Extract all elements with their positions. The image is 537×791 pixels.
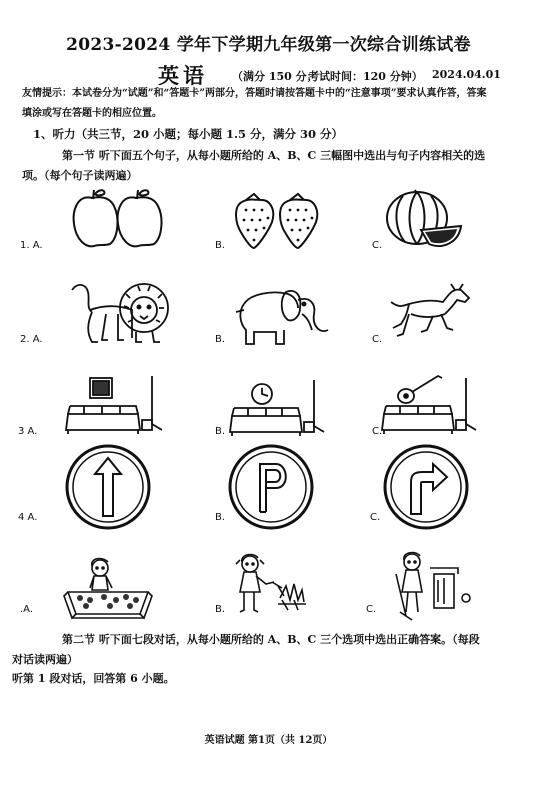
time-info: 考试时间：120 分钟） [308, 70, 423, 83]
q2-label-a: 2. A. [20, 334, 43, 345]
q1-label-c: C. [372, 240, 383, 251]
q1-label-a: 1. A. [20, 240, 43, 251]
girl-sweeping-picture [382, 550, 472, 622]
straight-arrow-sign-picture [65, 444, 151, 530]
q2-label-b: B. [215, 334, 226, 345]
sofa-with-clock-picture [228, 380, 328, 440]
q5-label-c: C. [366, 604, 377, 615]
strawberries-picture [232, 190, 322, 252]
apples-picture [70, 188, 160, 250]
lion-picture [66, 280, 176, 348]
part1-instruction-1: 第一节 听下面五个句子，从每小题所给的 A、B、C 三幅图中选出与句子内容相关的选 [62, 149, 486, 162]
part2-instruction-1: 第二节 听下面七段对话，从每小题所给的 A、B、C 三个选项中选出正确答案。（每段 [62, 633, 480, 646]
q3-label-c: C. [372, 426, 383, 437]
q2-label-c: C. [372, 334, 383, 345]
elephant-picture [232, 284, 332, 348]
page-footer: 英语试题 第1页（共 12页） [204, 735, 333, 746]
exam-date: 2024.04.01 [432, 68, 501, 81]
sofa-with-painting-picture [64, 374, 164, 438]
watermelon-picture [385, 190, 465, 252]
q5-label-a: .A. [20, 604, 34, 615]
part2-instruction-2: 对话读两遍） [12, 653, 78, 666]
q1-label-b: B. [215, 240, 226, 251]
right-turn-sign-picture [383, 444, 469, 530]
section-heading: 1、听力（共三节，20 小题；每小题 1.5 分，满分 30 分） [33, 127, 344, 141]
sofa-with-guitar-picture [380, 372, 480, 438]
q5-label-b: B. [215, 604, 226, 615]
part1-instruction-2: 项。（每个句子读两遍） [22, 169, 138, 182]
q4-label-b: B. [215, 512, 226, 523]
q4-label-a: 4 A. [18, 512, 38, 523]
exam-title: 2023-2024 学年下学期九年级第一次综合训练试卷 [66, 35, 471, 55]
q3-label-a: 3 A. [18, 426, 38, 437]
girl-washing-picture [60, 556, 160, 622]
subject-title: 英语 [158, 63, 208, 88]
part2-instruction-3: 听第 1 段对话，回答第 6 小题。 [12, 672, 175, 685]
score-info: （满分 150 分； [232, 70, 318, 83]
notice-line-2: 填涂或写在答题卡的相应位置。 [22, 108, 162, 119]
girl-watering-plants-picture [228, 552, 308, 620]
parking-sign-picture [228, 444, 314, 530]
horse-picture [383, 284, 473, 346]
notice-line-1: 友情提示：本试卷分为“试题”和“答题卡”两部分，答题时请按答题卡中的“注意事项”要求认真作答，答案 [22, 88, 487, 99]
q3-label-b: B. [215, 426, 226, 437]
q4-label-c: C. [370, 512, 381, 523]
